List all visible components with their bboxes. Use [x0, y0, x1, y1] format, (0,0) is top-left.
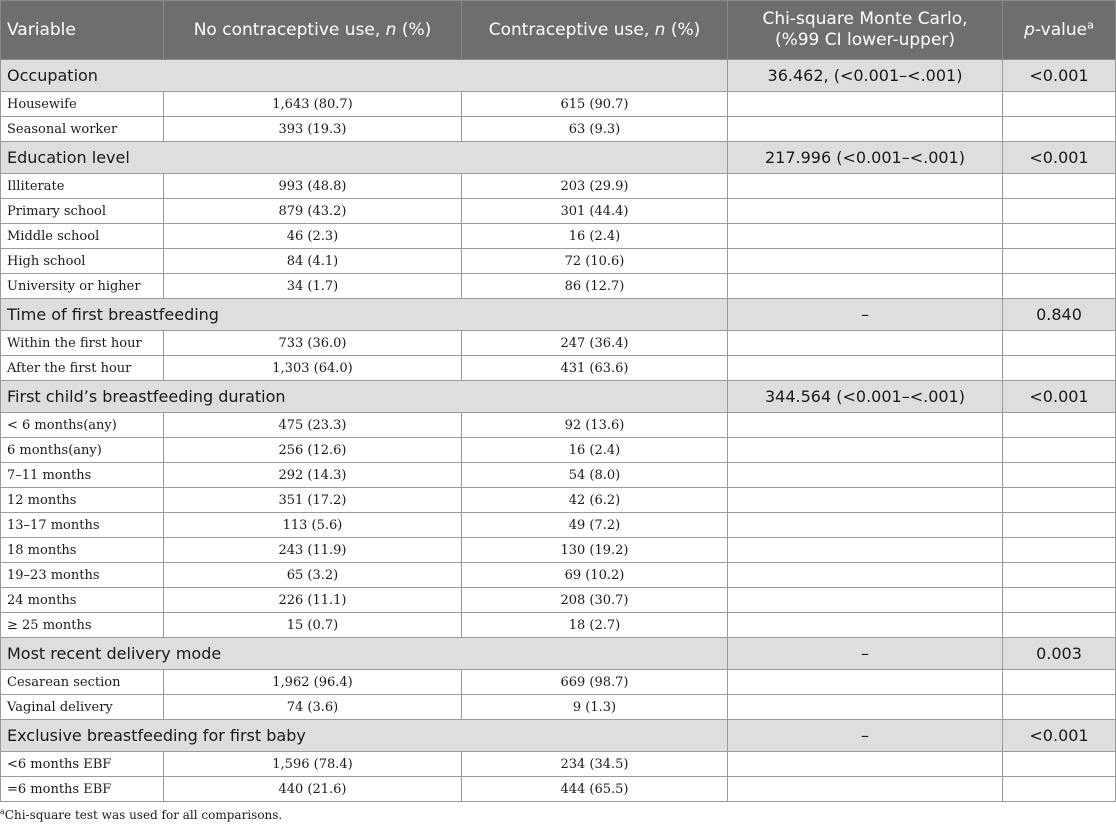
column-header-no-contraceptive-use: [164, 1, 462, 60]
contraceptive-use-cell: 54 (8.0): [462, 463, 728, 488]
row-label: Primary school: [1, 199, 164, 224]
row-label: =6 months EBF: [1, 777, 164, 802]
column-header-contraceptive-use: [462, 1, 728, 60]
row-label: Middle school: [1, 224, 164, 249]
header-p-italic: p: [1024, 19, 1035, 40]
no-contraceptive-use-cell: 475 (23.3): [164, 413, 462, 438]
p-value-cell: [1003, 670, 1116, 695]
table-row: [1, 488, 1116, 513]
p-value-cell: [1003, 331, 1116, 356]
p-value-cell: [1003, 274, 1116, 299]
p-value-cell: [1003, 224, 1116, 249]
section-p-value: <0.001: [1003, 142, 1116, 174]
no-contraceptive-use-cell: 15 (0.7): [164, 613, 462, 638]
p-value-cell: [1003, 413, 1116, 438]
contraceptive-use-cell: 444 (65.5): [462, 777, 728, 802]
contraceptive-use-cell: 69 (10.2): [462, 563, 728, 588]
no-contraceptive-use-cell: 65 (3.2): [164, 563, 462, 588]
p-value-cell: [1003, 92, 1116, 117]
table-row: [1, 752, 1116, 777]
table-row: [1, 356, 1116, 381]
contraceptive-use-cell: 16 (2.4): [462, 224, 728, 249]
contraceptive-use-cell: 92 (13.6): [462, 413, 728, 438]
row-label: 12 months: [1, 488, 164, 513]
no-contraceptive-use-cell: 34 (1.7): [164, 274, 462, 299]
table-row: [1, 117, 1116, 142]
no-contraceptive-use-cell: 1,596 (78.4): [164, 752, 462, 777]
chi-square-cell: [728, 588, 1003, 613]
chi-square-cell: [728, 199, 1003, 224]
section-p-value: <0.001: [1003, 381, 1116, 413]
section-label: Education level: [1, 142, 728, 174]
chi-square-cell: [728, 695, 1003, 720]
contraceptive-use-cell: 63 (9.3): [462, 117, 728, 142]
header-row: [1, 1, 1116, 60]
row-label: Seasonal worker: [1, 117, 164, 142]
contraceptive-use-cell: 669 (98.7): [462, 670, 728, 695]
table-row: [1, 695, 1116, 720]
section-row: [1, 638, 1116, 670]
section-label: Exclusive breastfeeding for first baby: [1, 720, 728, 752]
table-row: [1, 92, 1116, 117]
chi-square-cell: [728, 356, 1003, 381]
no-contraceptive-use-cell: 393 (19.3): [164, 117, 462, 142]
contraceptive-use-cell: 16 (2.4): [462, 438, 728, 463]
p-value-cell: [1003, 199, 1116, 224]
row-label: 7–11 months: [1, 463, 164, 488]
row-label: Cesarean section: [1, 670, 164, 695]
row-label: 18 months: [1, 538, 164, 563]
section-row: [1, 142, 1116, 174]
row-label: High school: [1, 249, 164, 274]
contraceptive-use-cell: 18 (2.7): [462, 613, 728, 638]
table-row: [1, 513, 1116, 538]
row-label: Within the first hour: [1, 331, 164, 356]
no-contraceptive-use-cell: 879 (43.2): [164, 199, 462, 224]
row-label: ≥ 25 months: [1, 613, 164, 638]
table-row: [1, 249, 1116, 274]
table-row: [1, 438, 1116, 463]
chi-square-cell: [728, 438, 1003, 463]
p-value-cell: [1003, 356, 1116, 381]
header-footnote-marker: a: [1087, 17, 1094, 31]
column-header-variable: [1, 1, 164, 60]
row-label: 24 months: [1, 588, 164, 613]
header-text: No contraceptive use,: [193, 19, 386, 40]
chi-square-cell: [728, 174, 1003, 199]
p-value-cell: [1003, 249, 1116, 274]
row-label: 6 months(any): [1, 438, 164, 463]
row-label: After the first hour: [1, 356, 164, 381]
no-contraceptive-use-cell: 440 (21.6): [164, 777, 462, 802]
chi-square-cell: [728, 488, 1003, 513]
p-value-cell: [1003, 695, 1116, 720]
table-row: [1, 331, 1116, 356]
header-chi-line2: (%99 CI lower-upper): [774, 30, 956, 50]
section-chi-square: 217.996 (<0.001–<.001): [728, 142, 1003, 174]
contraceptive-use-cell: 9 (1.3): [462, 695, 728, 720]
no-contraceptive-use-cell: 84 (4.1): [164, 249, 462, 274]
p-value-cell: [1003, 588, 1116, 613]
section-row: [1, 381, 1116, 413]
p-value-cell: [1003, 513, 1116, 538]
no-contraceptive-use-cell: 1,962 (96.4): [164, 670, 462, 695]
contraceptive-use-cell: 72 (10.6): [462, 249, 728, 274]
chi-square-cell: [728, 224, 1003, 249]
no-contraceptive-use-cell: 113 (5.6): [164, 513, 462, 538]
row-label: <6 months EBF: [1, 752, 164, 777]
p-value-cell: [1003, 488, 1116, 513]
table-row: [1, 613, 1116, 638]
header-chi-line1: Chi-square Monte Carlo,: [762, 9, 968, 29]
no-contraceptive-use-cell: 1,643 (80.7): [164, 92, 462, 117]
table-row: [1, 199, 1116, 224]
contraceptive-use-cell: 42 (6.2): [462, 488, 728, 513]
no-contraceptive-use-cell: 993 (48.8): [164, 174, 462, 199]
table-row: [1, 224, 1116, 249]
chi-square-cell: [728, 563, 1003, 588]
section-chi-square: –: [728, 299, 1003, 331]
chi-square-cell: [728, 777, 1003, 802]
table-row: [1, 563, 1116, 588]
table-row: [1, 588, 1116, 613]
section-p-value: <0.001: [1003, 720, 1116, 752]
header-text: (%): [665, 19, 701, 40]
row-label: Housewife: [1, 92, 164, 117]
chi-square-cell: [728, 92, 1003, 117]
header-text: (%): [396, 19, 432, 40]
chi-square-cell: [728, 249, 1003, 274]
no-contraceptive-use-cell: 733 (36.0): [164, 331, 462, 356]
section-chi-square: 36.462, (<0.001–<.001): [728, 60, 1003, 92]
header-text: Contraceptive use,: [488, 19, 655, 40]
row-label: 13–17 months: [1, 513, 164, 538]
contraceptive-use-cell: 208 (30.7): [462, 588, 728, 613]
chi-square-cell: [728, 117, 1003, 142]
p-value-cell: [1003, 563, 1116, 588]
table-row: [1, 463, 1116, 488]
header-n-italic: n: [385, 19, 397, 40]
p-value-cell: [1003, 752, 1116, 777]
contraceptive-use-cell: 431 (63.6): [462, 356, 728, 381]
chi-square-cell: [728, 613, 1003, 638]
section-label: Occupation: [1, 60, 728, 92]
no-contraceptive-use-cell: 351 (17.2): [164, 488, 462, 513]
table-row: [1, 413, 1116, 438]
section-label: First child’s breastfeeding duration: [1, 381, 728, 413]
header-variable-text: Variable: [7, 19, 76, 40]
table-footnote: [0, 808, 282, 822]
footnote-marker: a: [0, 807, 5, 816]
section-chi-square: –: [728, 720, 1003, 752]
section-p-value: <0.001: [1003, 60, 1116, 92]
contraceptive-use-cell: 301 (44.4): [462, 199, 728, 224]
contraceptive-use-cell: 234 (34.5): [462, 752, 728, 777]
chi-square-cell: [728, 274, 1003, 299]
row-label: University or higher: [1, 274, 164, 299]
section-label: Time of first breastfeeding: [1, 299, 728, 331]
header-n-italic: n: [654, 19, 666, 40]
section-chi-square: 344.564 (<0.001–<.001): [728, 381, 1003, 413]
p-value-cell: [1003, 777, 1116, 802]
table-row: [1, 174, 1116, 199]
p-value-cell: [1003, 117, 1116, 142]
no-contraceptive-use-cell: 243 (11.9): [164, 538, 462, 563]
table-row: [1, 274, 1116, 299]
p-value-cell: [1003, 613, 1116, 638]
row-label: Illiterate: [1, 174, 164, 199]
chi-square-cell: [728, 331, 1003, 356]
chi-square-cell: [728, 752, 1003, 777]
column-header-p-value: [1003, 1, 1116, 60]
section-label: Most recent delivery mode: [1, 638, 728, 670]
p-value-cell: [1003, 174, 1116, 199]
no-contraceptive-use-cell: 226 (11.1): [164, 588, 462, 613]
no-contraceptive-use-cell: 292 (14.3): [164, 463, 462, 488]
section-p-value: 0.003: [1003, 638, 1116, 670]
contraceptive-use-cell: 615 (90.7): [462, 92, 728, 117]
contraceptive-use-cell: 49 (7.2): [462, 513, 728, 538]
table-row: [1, 670, 1116, 695]
chi-square-cell: [728, 513, 1003, 538]
section-chi-square: –: [728, 638, 1003, 670]
table-row: [1, 777, 1116, 802]
section-p-value: 0.840: [1003, 299, 1116, 331]
no-contraceptive-use-cell: 46 (2.3): [164, 224, 462, 249]
contraceptive-use-cell: 130 (19.2): [462, 538, 728, 563]
row-label: 19–23 months: [1, 563, 164, 588]
chi-square-cell: [728, 413, 1003, 438]
column-header-chi-square: [728, 1, 1003, 60]
contraceptive-use-cell: 86 (12.7): [462, 274, 728, 299]
row-label: < 6 months(any): [1, 413, 164, 438]
chi-square-cell: [728, 670, 1003, 695]
table-row: [1, 538, 1116, 563]
footnote-text: Chi-square test was used for all comparisons.: [4, 808, 283, 822]
section-row: [1, 720, 1116, 752]
contraceptive-use-cell: 203 (29.9): [462, 174, 728, 199]
chi-square-cell: [728, 538, 1003, 563]
contraceptive-use-cell: 247 (36.4): [462, 331, 728, 356]
section-row: [1, 299, 1116, 331]
header-text: -value: [1034, 19, 1088, 40]
p-value-cell: [1003, 463, 1116, 488]
p-value-cell: [1003, 538, 1116, 563]
row-label: Vaginal delivery: [1, 695, 164, 720]
table-body: [1, 60, 1116, 802]
no-contraceptive-use-cell: 256 (12.6): [164, 438, 462, 463]
p-value-cell: [1003, 438, 1116, 463]
section-row: [1, 60, 1116, 92]
no-contraceptive-use-cell: 1,303 (64.0): [164, 356, 462, 381]
no-contraceptive-use-cell: 74 (3.6): [164, 695, 462, 720]
chi-square-cell: [728, 463, 1003, 488]
